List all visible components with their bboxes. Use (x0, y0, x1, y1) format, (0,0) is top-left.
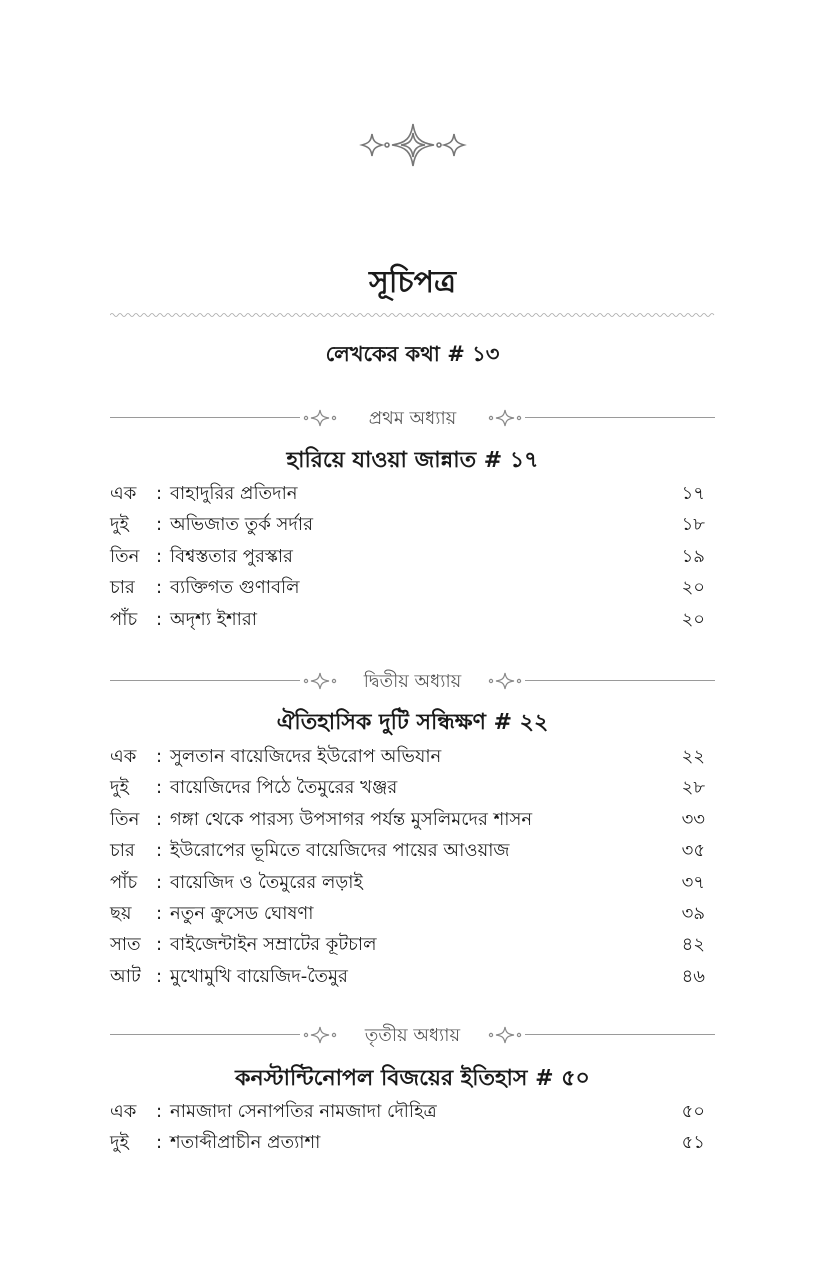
top-ornament (0, 118, 825, 172)
toc-entry[interactable] (110, 604, 715, 635)
entry-page: ৩৭ (681, 871, 705, 893)
divider-ornament-icon (302, 1024, 338, 1046)
entry-number: দুই (110, 1132, 129, 1154)
entry-separator: : (156, 871, 163, 893)
entry-number: চার (110, 840, 135, 862)
entry-page: ২২ (681, 746, 705, 767)
entry-title: বায়েজিদের পিঠে তৈমুরের খঞ্জর (170, 777, 398, 799)
entry-page: ১৯ (681, 545, 705, 567)
entry-title: ইউরোপের ভূমিতে বায়েজিদের পায়ের আওয়াজ (170, 840, 510, 862)
divider-line (110, 1034, 300, 1035)
chapter-1-title[interactable] (0, 443, 825, 480)
entry-title: শতাব্দীপ্রাচীন প্রত্যাশা (170, 1132, 321, 1154)
chapter-2-label: দ্বিতীয় অধ্যায় (363, 671, 462, 692)
entry-separator: : (156, 808, 163, 830)
entry-page: ৪২ (681, 934, 705, 956)
toc-entry[interactable] (110, 1096, 715, 1127)
entry-title: অদৃশ্য ইশারা (170, 608, 257, 630)
chapter-title-page: # ৫০ (535, 1066, 590, 1091)
chapter-title-text: হারিয়ে যাওয়া জান্নাত (286, 448, 477, 473)
toc-entry[interactable] (110, 741, 715, 772)
entry-number: পাঁচ (110, 608, 138, 630)
entry-title: নামজাদা সেনাপতির নামজাদা দৌহিত্র (170, 1101, 437, 1122)
entry-number: আট (110, 965, 141, 987)
chapter-title-page: # ২২ (493, 710, 549, 735)
entry-title: গঙ্গা থেকে পারস্য উপসাগর পর্যন্ত মুসলিমদের শাসন (170, 808, 533, 830)
entry-number: ছয় (110, 902, 132, 924)
chapter-title-text: ঐতিহাসিক দুটি সন্ধিক্ষণ (276, 710, 486, 735)
toc-entry[interactable] (110, 898, 715, 929)
toc-entry[interactable] (110, 804, 715, 835)
entry-separator: : (156, 1132, 163, 1154)
chapter-3-header (110, 1020, 715, 1050)
chapter-2-header (110, 666, 715, 696)
toc-entry[interactable] (110, 541, 715, 572)
entry-page: ৩৯ (681, 902, 705, 924)
entry-number: দুই (110, 514, 129, 536)
chapter-1-header (110, 403, 715, 433)
entry-page: ৩৫ (681, 840, 705, 862)
entry-separator: : (156, 934, 163, 956)
toc-entry[interactable] (110, 1127, 715, 1158)
toc-entry[interactable] (110, 509, 715, 540)
entry-separator: : (156, 608, 163, 630)
toc-entry[interactable] (110, 929, 715, 960)
entry-page: ৩৩ (681, 808, 705, 830)
divider-ornament-icon (487, 407, 523, 429)
entry-title: মুখোমুখি বায়েজিদ-তৈমুর (170, 965, 348, 987)
entry-separator: : (156, 902, 163, 924)
entry-page: ২০ (681, 577, 705, 599)
chapter-2-entries (110, 741, 715, 992)
entry-page: ৫১ (681, 1132, 705, 1154)
divider-line (110, 680, 300, 681)
entry-number: তিন (110, 545, 140, 567)
entry-number: এক (110, 483, 137, 504)
toc-entry[interactable] (110, 961, 715, 992)
entry-separator: : (156, 577, 163, 599)
entry-separator: : (156, 746, 163, 767)
toc-title: সূচিপত্র (369, 265, 456, 300)
entry-number: এক (110, 746, 137, 767)
entry-title: নতুন ক্রুসেড ঘোষণা (170, 902, 314, 924)
toc-entry[interactable] (110, 867, 715, 898)
entry-title: বিশ্বস্ততার পুরস্কার (170, 545, 293, 567)
author-note-page: # ১৩ (447, 342, 500, 366)
chapter-1-entries (110, 478, 715, 635)
entry-page: ৫০ (681, 1101, 705, 1122)
entry-title: সুলতান বায়েজিদের ইউরোপ অভিযান (170, 746, 442, 767)
entry-number: এক (110, 1101, 137, 1122)
chapter-1-label: প্রথম অধ্যায় (368, 408, 457, 429)
divider-line (525, 1034, 715, 1035)
divider-ornament-icon (487, 670, 523, 692)
title-divider (110, 312, 715, 318)
author-note-entry[interactable] (0, 338, 825, 373)
chapter-3-label: তৃতীয় অধ্যায় (364, 1025, 461, 1046)
chapter-3-entries (110, 1096, 715, 1159)
entry-separator: : (156, 1101, 163, 1122)
author-note-label: লেখকের কথা (325, 342, 440, 366)
entry-page: ১৭ (681, 483, 705, 504)
entry-separator: : (156, 514, 163, 536)
toc-entry[interactable] (110, 835, 715, 866)
chapter-title-page: # ১৭ (483, 448, 539, 473)
divider-ornament-icon (302, 670, 338, 692)
chapter-title-text: কনস্টান্টিনোপল বিজয়ের ইতিহাস (235, 1066, 528, 1091)
divider-ornament-icon (302, 407, 338, 429)
toc-entry[interactable] (110, 478, 715, 509)
entry-separator: : (156, 545, 163, 567)
entry-title: বাইজেন্টাইন সম্রাটের কূটচাল (170, 934, 377, 956)
chapter-3-title[interactable] (0, 1061, 825, 1098)
toc-entry[interactable] (110, 772, 715, 803)
entry-title: বাহাদুরির প্রতিদান (170, 483, 298, 504)
divider-ornament-icon (487, 1024, 523, 1046)
entry-page: ৪৬ (681, 965, 705, 987)
entry-number: তিন (110, 808, 140, 830)
toc-entry[interactable] (110, 572, 715, 603)
divider-line (525, 417, 715, 418)
divider-line (110, 417, 300, 418)
entry-number: চার (110, 577, 135, 599)
entry-separator: : (156, 483, 163, 504)
chapter-2-title[interactable] (0, 705, 825, 742)
entry-page: ১৮ (681, 514, 705, 536)
entry-separator: : (156, 840, 163, 862)
entry-title: ব্যক্তিগত গুণাবলি (170, 577, 300, 599)
entry-number: সাত (110, 934, 141, 956)
entry-page: ২০ (681, 608, 705, 630)
entry-page: ২৮ (681, 777, 705, 799)
entry-title: অভিজাত তুর্ক সর্দার (170, 514, 313, 536)
entry-number: দুই (110, 777, 129, 799)
entry-title: বায়েজিদ ও তৈমুরের লড়াই (170, 871, 363, 893)
entry-separator: : (156, 777, 163, 799)
entry-number: পাঁচ (110, 871, 138, 893)
entry-separator: : (156, 965, 163, 987)
divider-line (525, 680, 715, 681)
